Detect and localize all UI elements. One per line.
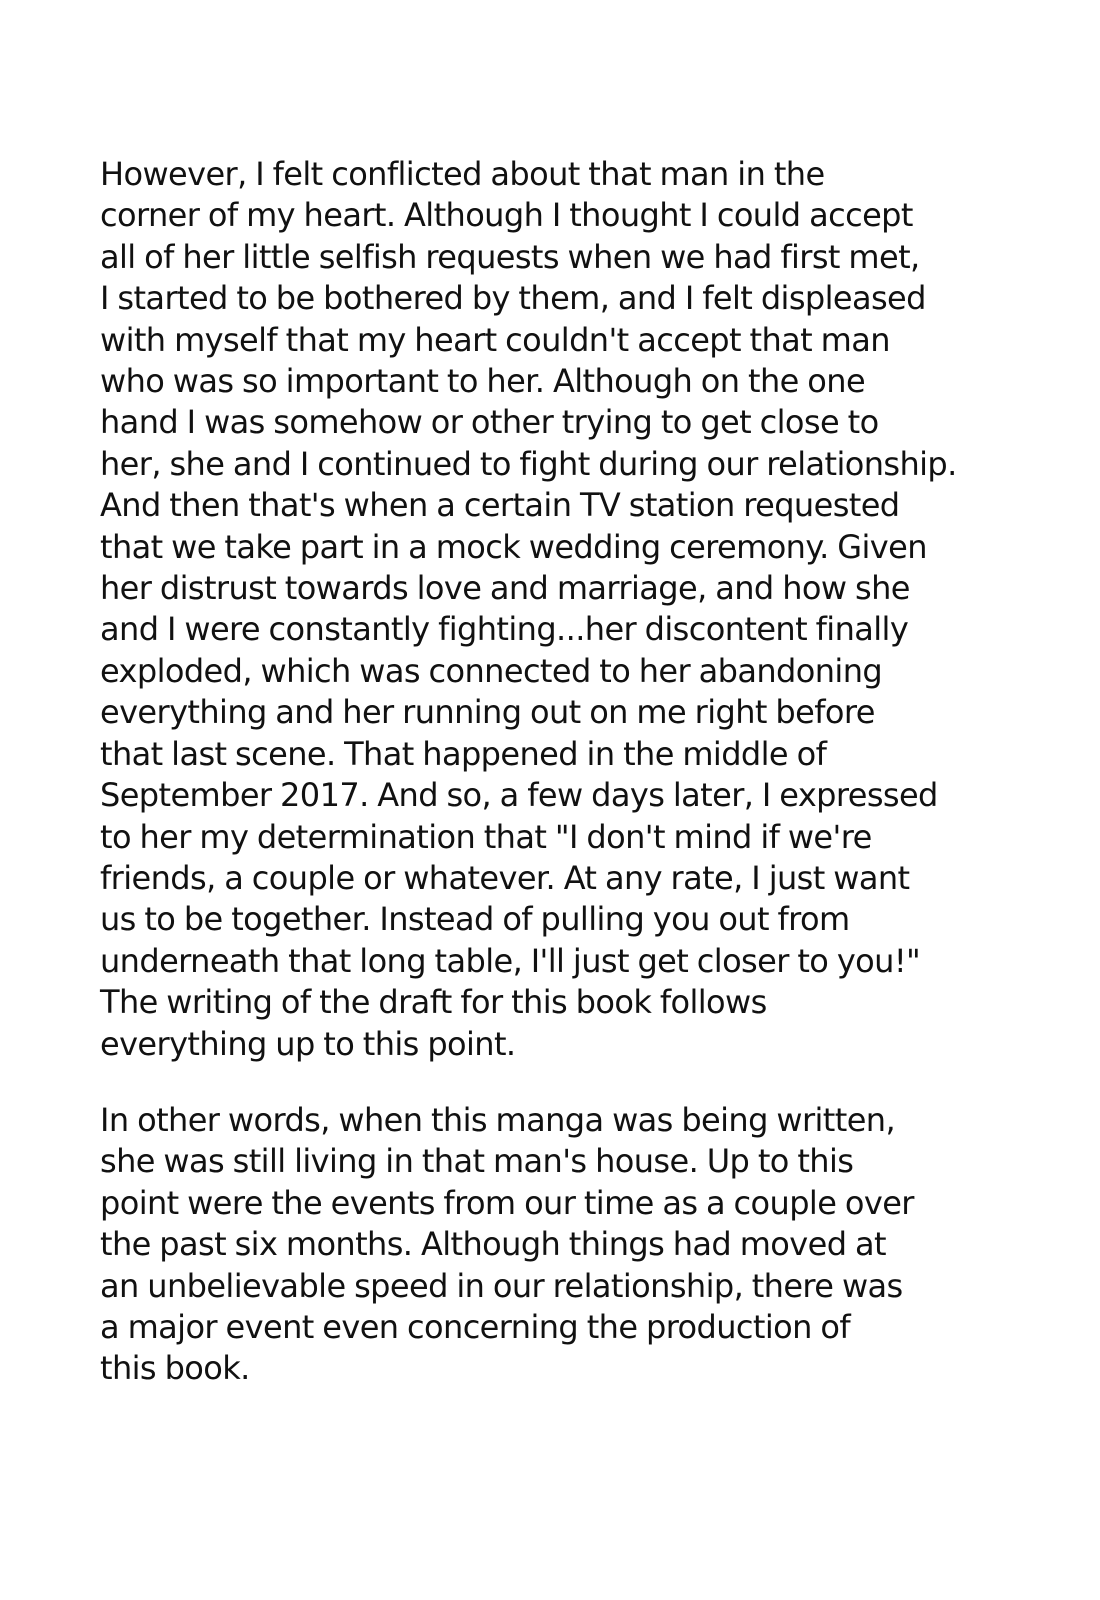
text-line: that last scene. That happened in the middle of <box>100 734 827 773</box>
text-line: friends, a couple or whatever. At any rate, I just want <box>100 858 910 897</box>
text-line: And then that's when a certain TV station requested <box>100 486 900 525</box>
text-line: with myself that my heart couldn't accept that man <box>100 320 890 359</box>
text-line: and I were constantly fighting...her discontent finally <box>100 610 909 649</box>
text-line: underneath that long table, I'll just get closer to you!" <box>100 941 921 980</box>
text-line: her distrust towards love and marriage, and how she <box>100 569 910 608</box>
text-line: her, she and I continued to fight during our relationship. <box>100 444 957 483</box>
text-line: all of her little selfish requests when we had first met, <box>100 237 920 276</box>
text-line: who was so important to her. Although on the one <box>100 362 866 401</box>
text-line: The writing of the draft for this book follows <box>100 983 767 1022</box>
text-line: a major event even concerning the production of <box>100 1308 851 1347</box>
text-line: In other words, when this manga was being written, <box>100 1101 896 1139</box>
text-line: corner of my heart. Although I thought I could accept <box>100 196 913 235</box>
text-line: that we take part in a mock wedding ceremony. Given <box>100 527 927 566</box>
text-line: to her my determination that "I don't mind if we're <box>100 817 872 856</box>
text-line: this book. <box>100 1349 250 1388</box>
text-line: an unbelievable speed in our relationship, there was <box>100 1266 903 1305</box>
text-line: us to be together. Instead of pulling you out from <box>100 900 850 939</box>
text-line: point were the events from our time as a couple over <box>100 1183 914 1222</box>
text-line: However, I felt conflicted about that man in the <box>100 155 825 193</box>
paragraph-2 <box>100 1100 1020 1390</box>
text-line: the past six months. Although things had moved at <box>100 1225 886 1264</box>
paragraph-1 <box>100 154 1020 1065</box>
text-line: exploded, which was connected to her abandoning <box>100 651 883 690</box>
text-line: she was still living in that man's house. Up to this <box>100 1142 854 1181</box>
text-line: hand I was somehow or other trying to get close to <box>100 403 879 442</box>
text-line: everything and her running out on me right before <box>100 693 875 732</box>
text-line: September 2017. And so, a few days later, I expressed <box>100 776 938 815</box>
text-line: everything up to this point. <box>100 1024 516 1063</box>
text-line: I started to be bothered by them, and I felt displeased <box>100 279 926 318</box>
